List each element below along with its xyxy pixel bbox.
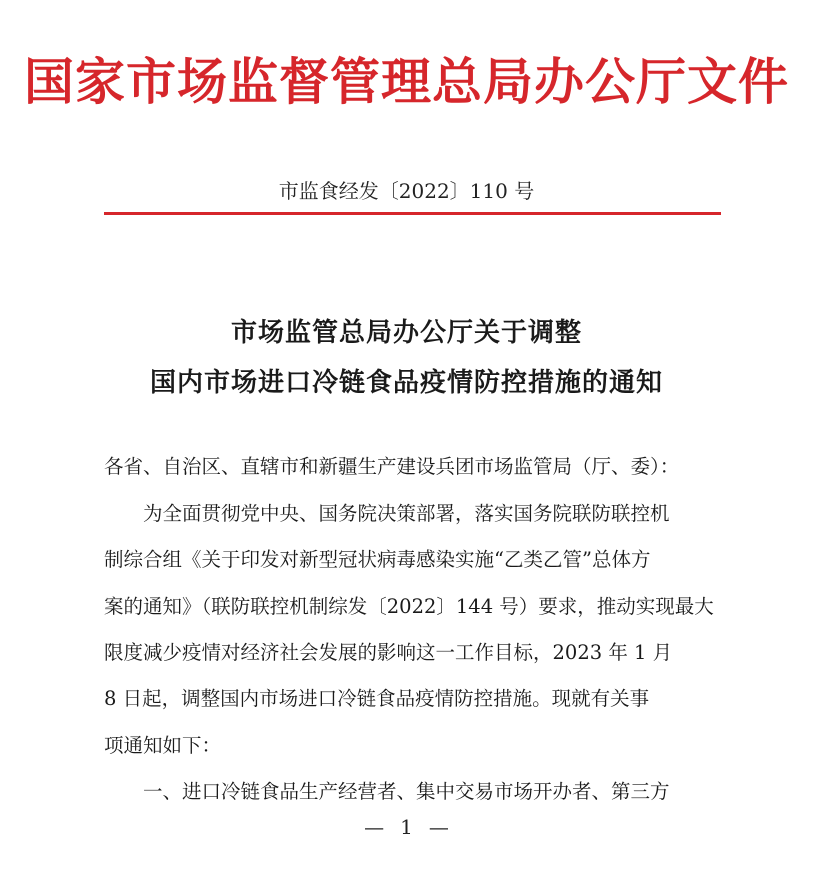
body-line: 项通知如下：: [104, 734, 222, 757]
body-line: 制综合组《关于印发对新型冠状病毒感染实施“乙类乙管”总体方: [104, 548, 651, 571]
body-line: 为全面贯彻党中央、国务院决策部署，落实国务院联防联控机: [104, 502, 670, 525]
subject-title-line-2: 国内市场进口冷链食品疫情防控措施的通知: [149, 368, 663, 398]
agency-header-title: 国家市场监督管理总局办公厅文件: [24, 52, 789, 111]
addressee-line: 各省、自治区、直辖市和新疆生产建设兵团市场监管局（厅、委）：: [104, 455, 680, 478]
body-line: 8 日起，调整国内市场进口冷链食品疫情防控措施。现就有关事: [104, 687, 650, 710]
page-dash-right: —: [428, 815, 449, 839]
body-line: 限度减少疫情对经济社会发展的影响这一工作目标，2023 年 1 月: [104, 641, 673, 664]
red-divider-line: [104, 212, 721, 215]
page-number: 1: [400, 815, 413, 839]
item-one-line: 一、进口冷链食品生产经营者、集中交易市场开办者、第三方: [104, 780, 670, 803]
document-number: 市监食经发〔2022〕110 号: [278, 179, 535, 203]
page-number-footer: [0, 814, 813, 840]
subject-title-line-1: 市场监管总局办公厅关于调整: [230, 318, 582, 348]
page-dash-left: —: [364, 815, 385, 839]
body-line: 案的通知》（联防联控机制综发〔2022〕144 号）要求，推动实现最大: [104, 595, 714, 618]
